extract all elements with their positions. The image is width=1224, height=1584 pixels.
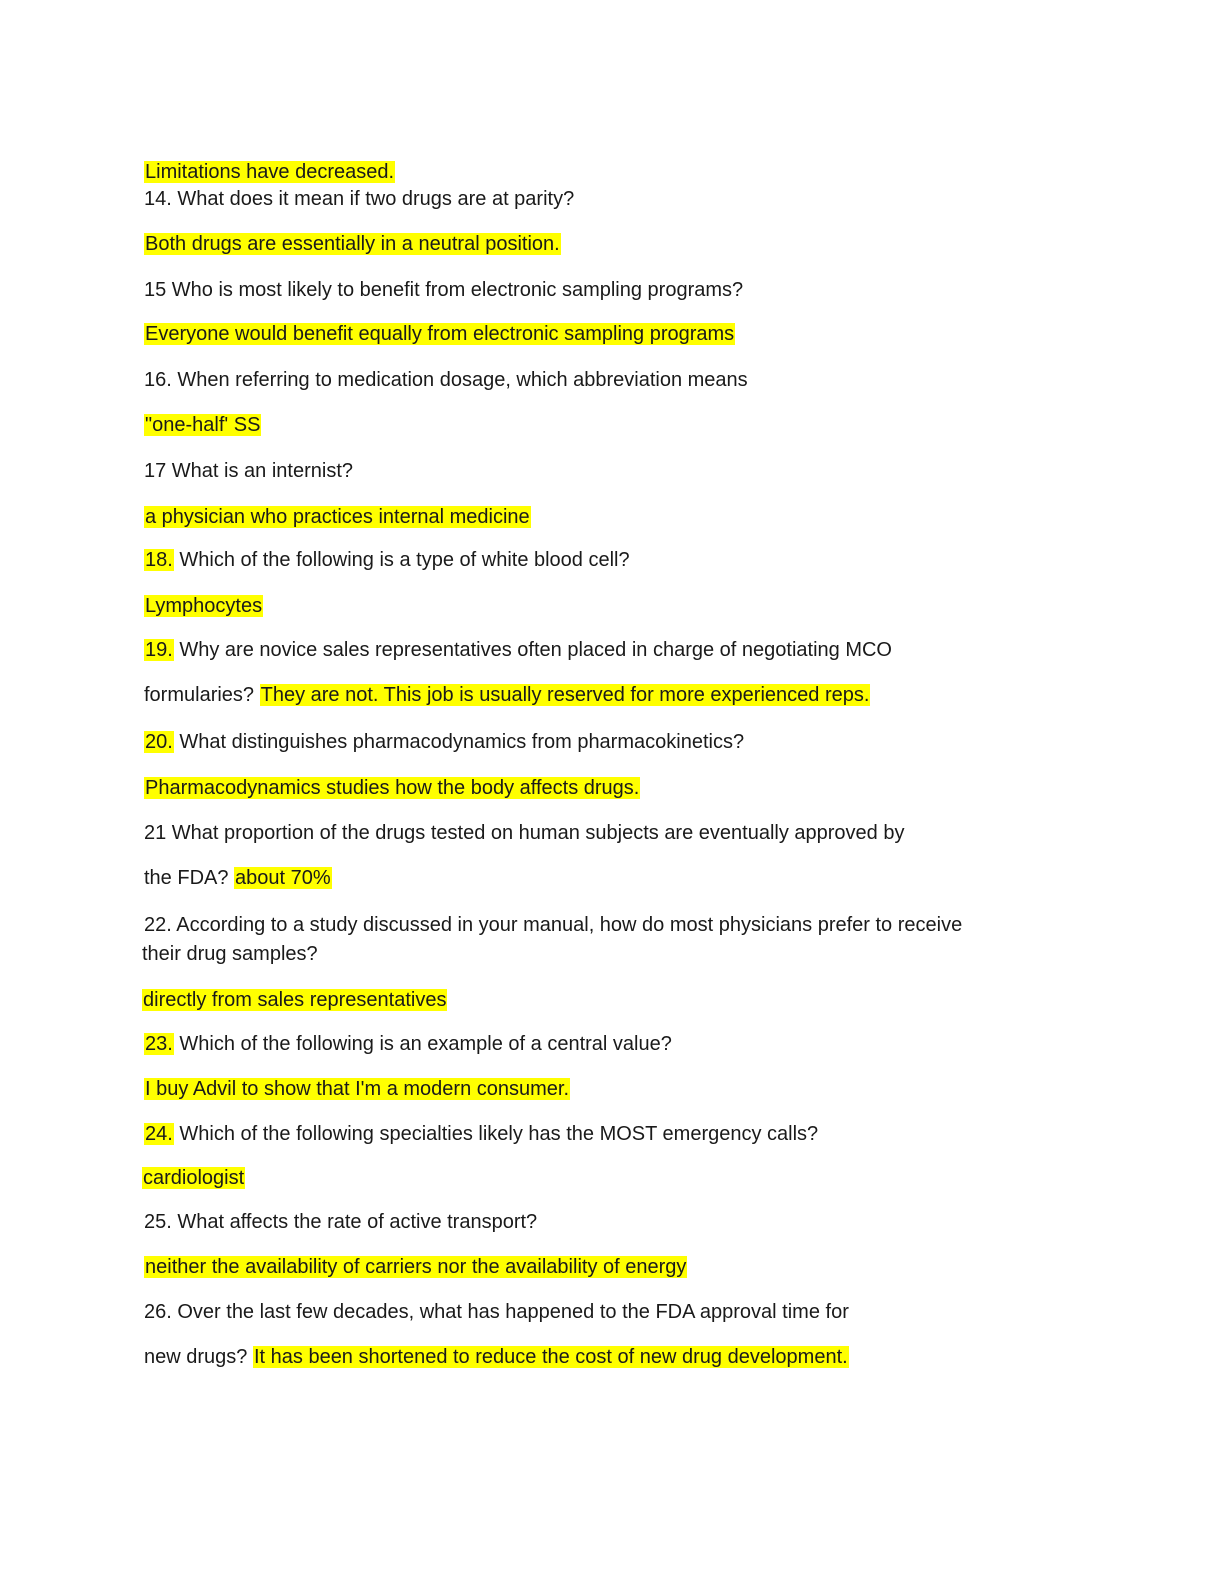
answer-highlight: Everyone would benefit equally from electronic sampling programs: [145, 323, 735, 345]
answer-highlight: Both drugs are essentially in a neutral position.: [145, 233, 560, 255]
question-text: their drug samples?: [142, 943, 318, 965]
answer-line: [144, 776, 640, 800]
question-answer-line: [144, 866, 332, 890]
question-line: [144, 368, 748, 392]
question-number-highlight: 18.: [145, 549, 173, 571]
question-line: [144, 913, 962, 937]
question-line: [144, 638, 892, 662]
question-text: 21 What proportion of the drugs tested on human subjects are eventually approved by: [144, 822, 905, 844]
answer-line: [144, 594, 263, 618]
question-text: Why are novice sales representatives often placed in charge of negotiating MCO: [179, 639, 892, 661]
answer-highlight: cardiologist: [143, 1167, 245, 1189]
question-answer-line: [144, 1345, 849, 1369]
answer-line: [144, 1255, 687, 1279]
question-line: [144, 1032, 672, 1056]
question-line: [144, 187, 574, 211]
question-text: the FDA?: [144, 867, 229, 889]
answer-line: [142, 988, 447, 1012]
answer-highlight: Pharmacodynamics studies how the body affects drugs.: [145, 777, 640, 799]
answer-highlight: They are not. This job is usually reserved for more experienced reps.: [260, 684, 870, 706]
question-text: 17 What is an internist?: [144, 460, 353, 482]
question-text: Which of the following specialties likely has the MOST emergency calls?: [179, 1123, 819, 1145]
question-line: [144, 278, 743, 302]
answer-line: [144, 232, 561, 256]
question-number-highlight: 20.: [145, 731, 173, 753]
answer-line: [144, 1077, 570, 1101]
answer-highlight: Limitations have decreased.: [145, 161, 395, 183]
answer-highlight: "one-half' SS: [145, 414, 261, 436]
question-line: [144, 1122, 818, 1146]
question-line: [144, 1300, 849, 1324]
question-text: new drugs?: [144, 1346, 248, 1368]
answer-highlight: It has been shortened to reduce the cost of new drug development.: [253, 1346, 848, 1368]
answer-highlight: I buy Advil to show that I'm a modern consumer.: [145, 1078, 570, 1100]
answer-highlight: about 70%: [235, 867, 331, 889]
answer-highlight: Lymphocytes: [145, 595, 263, 617]
question-text: 14. What does it mean if two drugs are at parity?: [144, 188, 575, 210]
question-text: 26. Over the last few decades, what has happened to the FDA approval time for: [144, 1301, 849, 1323]
answer-line: [144, 413, 261, 437]
question-text: 16. When referring to medication dosage, which abbreviation means: [144, 369, 748, 391]
answer-highlight: a physician who practices internal medicine: [145, 506, 530, 528]
question-line: [142, 942, 318, 966]
question-text: 25. What affects the rate of active transport?: [144, 1211, 538, 1233]
question-number-highlight: 19.: [145, 639, 173, 661]
answer-highlight: neither the availability of carriers nor the availability of energy: [145, 1256, 687, 1278]
question-line: [144, 821, 904, 845]
question-line: [144, 1210, 537, 1234]
question-number-highlight: 24.: [145, 1123, 173, 1145]
answer-highlight: directly from sales representatives: [143, 989, 447, 1011]
answer-line: [144, 505, 531, 529]
question-line: [144, 459, 353, 483]
question-number-highlight: 23.: [145, 1033, 173, 1055]
question-text: formularies?: [144, 684, 255, 706]
question-line: [144, 548, 630, 572]
answer-line: [144, 160, 395, 184]
question-text: Which of the following is an example of a central value?: [179, 1033, 672, 1055]
answer-line: [144, 322, 735, 346]
question-text: Which of the following is a type of white blood cell?: [179, 549, 630, 571]
question-text: 15 Who is most likely to benefit from electronic sampling programs?: [144, 279, 744, 301]
question-text: 22. According to a study discussed in your manual, how do most physicians prefer to receive: [144, 914, 963, 936]
question-line: [144, 730, 744, 754]
question-text: What distinguishes pharmacodynamics from pharmacokinetics?: [179, 731, 745, 753]
question-answer-line: [144, 683, 870, 707]
answer-line: [142, 1166, 245, 1190]
